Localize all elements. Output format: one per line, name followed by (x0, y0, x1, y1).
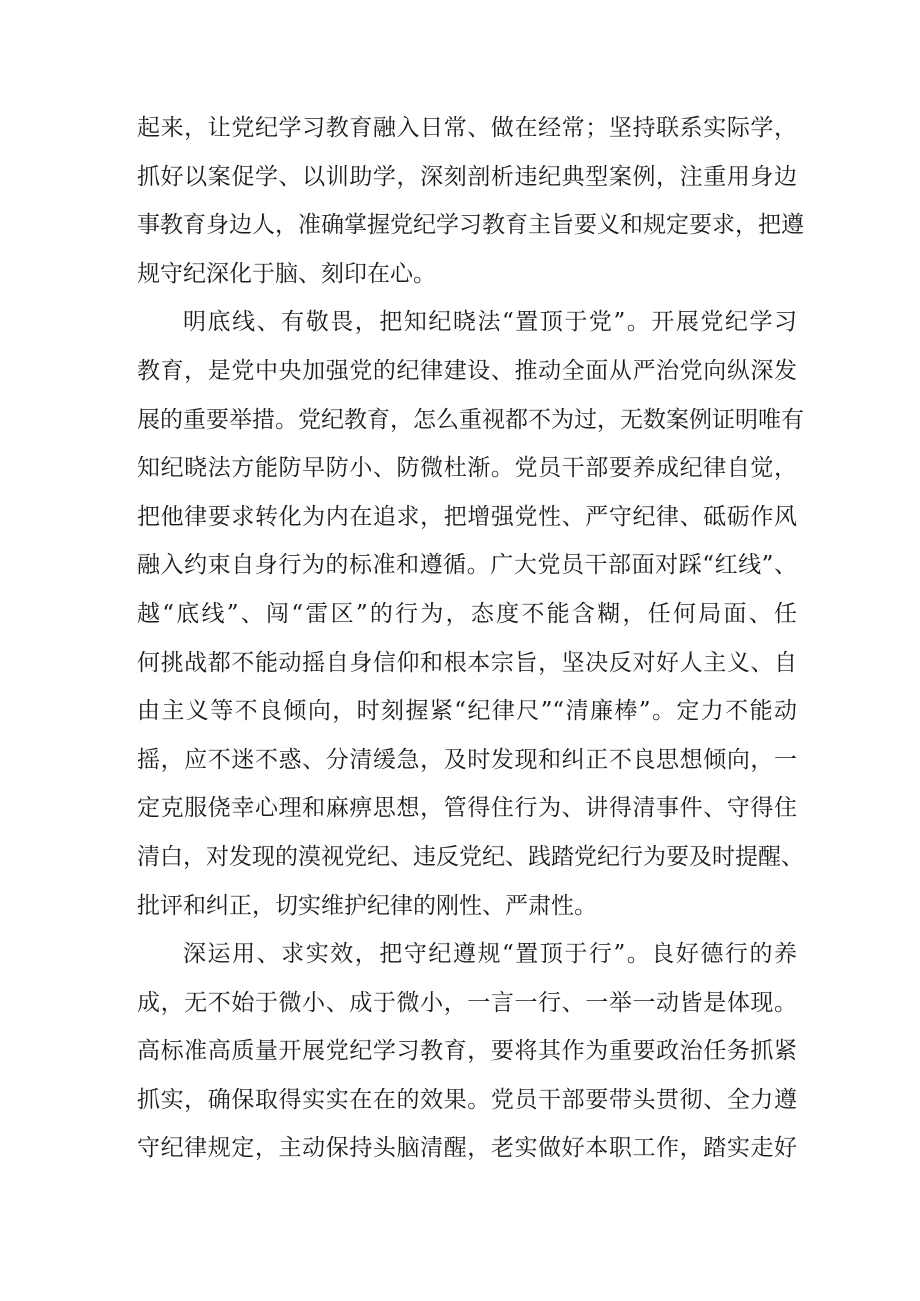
text-line: 教育，是党中央加强党的纪律建设、推动全面从严治党向纵深发 (137, 357, 797, 384)
text-line: 把他律要求转化为内在追求，把增强党性、严守纪律、砥砺作风 (137, 503, 797, 530)
text-line: 融入约束自身行为的标准和遵循。广大党员干部面对踩“红线”、 (137, 552, 797, 579)
text-line: 清白，对发现的漠视党纪、违反党纪、践踏党纪行为要及时提醒、 (137, 843, 804, 870)
paragraph-3 (137, 930, 797, 1173)
text-line: 成，无不始于微小、成于微小，一言一行、一举一动皆是体现。 (137, 989, 797, 1016)
text-line: 高标准高质量开展党纪学习教育，要将其作为重要政治任务抓紧 (137, 1038, 797, 1065)
text-line: 定克服侥幸心理和麻痹思想，管得住行为、讲得清事件、守得住 (137, 795, 797, 822)
text-line: 深运用、求实效，把守纪遵规“置顶于行”。良好德行的养 (183, 941, 797, 968)
text-line: 明底线、有敬畏，把知纪晓法“置顶于党”。开展党纪学习 (183, 309, 797, 336)
text-line: 何挑战都不能动摇自身信仰和根本宗旨，坚决反对好人主义、自 (137, 649, 797, 676)
text-line: 守纪律规定，主动保持头脑清醒，老实做好本职工作，踏实走好 (137, 1135, 797, 1162)
text-line: 摇，应不迷不惑、分清缓急，及时发现和纠正不良思想倾向，一 (137, 746, 797, 773)
text-line: 规守纪深化于脑、刻印在心。 (137, 260, 436, 287)
text-line: 批评和纠正，切实维护纪律的刚性、严肃性。 (137, 892, 597, 919)
text-line: 知纪晓法方能防早防小、防微杜渐。党员干部要养成纪律自觉， (137, 455, 797, 482)
paragraph-2 (137, 298, 804, 930)
text-line: 抓好以案促学、以训助学，深刻剖析违纪典型案例，注重用身边 (137, 163, 797, 190)
text-line: 事教育身边人，准确掌握党纪学习教育主旨要义和规定要求，把遵 (137, 212, 804, 239)
document-body (137, 104, 804, 1173)
text-line: 展的重要举措。党纪教育，怎么重视都不为过，无数案例证明唯有 (137, 406, 804, 433)
text-line: 抓实，确保取得实实在在的效果。党员干部要带头贯彻、全力遵 (137, 1086, 797, 1113)
text-line: 起来，让党纪学习教育融入日常、做在经常；坚持联系实际学， (137, 115, 797, 141)
text-line: 由主义等不良倾向，时刻握紧“纪律尺”“清廉棒”。定力不能动 (137, 698, 797, 725)
text-line: 越“底线”、闯“雷区”的行为，态度不能含糊，任何局面、任 (137, 600, 797, 627)
paragraph-1 (137, 104, 804, 298)
